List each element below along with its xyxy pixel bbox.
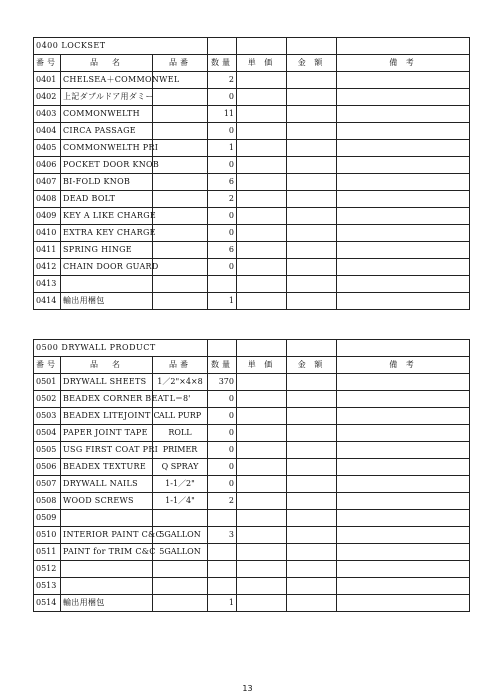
column-header-row	[34, 55, 470, 72]
item-quantity	[208, 544, 237, 561]
empty-cell	[208, 340, 237, 357]
item-unit-price	[237, 544, 287, 561]
item-unit-price	[237, 89, 287, 106]
item-remarks	[337, 476, 470, 493]
table-row	[34, 476, 470, 493]
drywall-table	[33, 339, 470, 612]
item-name	[61, 510, 153, 527]
item-part-number	[153, 595, 208, 612]
item-remarks	[337, 493, 470, 510]
item-remarks	[337, 72, 470, 89]
table-row	[34, 527, 470, 544]
empty-cell	[287, 340, 337, 357]
item-amount	[287, 408, 337, 425]
item-code: 0513	[34, 578, 61, 595]
item-quantity	[208, 276, 237, 293]
item-part-number: PRIMER	[153, 442, 208, 459]
item-unit-price	[237, 174, 287, 191]
item-code: 0509	[34, 510, 61, 527]
item-name: KEY A LIKE CHARGE	[61, 208, 153, 225]
item-quantity	[208, 510, 237, 527]
item-quantity: 0	[208, 123, 237, 140]
item-amount	[287, 527, 337, 544]
item-amount	[287, 459, 337, 476]
item-amount	[287, 578, 337, 595]
item-code: 0508	[34, 493, 61, 510]
item-unit-price	[237, 459, 287, 476]
column-header-qty: 数量	[208, 357, 237, 374]
item-amount	[287, 425, 337, 442]
item-unit-price	[237, 374, 287, 391]
item-code: 0403	[34, 106, 61, 123]
item-amount	[287, 476, 337, 493]
table-row	[34, 72, 470, 89]
item-amount	[287, 72, 337, 89]
item-name: COMMONWELTH PRI	[61, 140, 153, 157]
item-part-number: 1／2"×4×8	[153, 374, 208, 391]
item-remarks	[337, 174, 470, 191]
empty-cell	[237, 38, 287, 55]
table-row	[34, 442, 470, 459]
item-name	[61, 276, 153, 293]
item-name: BEADEX TEXTURE	[61, 459, 153, 476]
drywall-table-body	[34, 340, 470, 612]
item-unit-price	[237, 510, 287, 527]
item-amount	[287, 561, 337, 578]
item-remarks	[337, 157, 470, 174]
item-unit-price	[237, 595, 287, 612]
table-row	[34, 242, 470, 259]
item-part-number: ROLL	[153, 425, 208, 442]
item-unit-price	[237, 442, 287, 459]
column-header-name: 品 名	[61, 357, 153, 374]
item-amount	[287, 259, 337, 276]
column-header-part: 品番	[153, 357, 208, 374]
item-part-number	[153, 242, 208, 259]
item-quantity: 0	[208, 442, 237, 459]
item-code: 0406	[34, 157, 61, 174]
item-code: 0504	[34, 425, 61, 442]
item-amount	[287, 157, 337, 174]
item-part-number	[153, 561, 208, 578]
item-name: EXTRA KEY CHARGE	[61, 225, 153, 242]
item-unit-price	[237, 561, 287, 578]
table-row	[34, 276, 470, 293]
section-title: 0500 DRYWALL PRODUCT	[34, 340, 208, 357]
table-row	[34, 106, 470, 123]
column-header-amount: 金 額	[287, 357, 337, 374]
item-name: 輸出用梱包	[61, 293, 153, 310]
item-code: 0505	[34, 442, 61, 459]
page-number: 13	[242, 684, 253, 693]
item-quantity: 6	[208, 174, 237, 191]
item-quantity: 370	[208, 374, 237, 391]
item-remarks	[337, 106, 470, 123]
item-amount	[287, 191, 337, 208]
item-code: 0408	[34, 191, 61, 208]
item-part-number	[153, 208, 208, 225]
item-remarks	[337, 374, 470, 391]
item-remarks	[337, 259, 470, 276]
column-header-remarks: 備 考	[337, 357, 470, 374]
item-name	[61, 578, 153, 595]
item-amount	[287, 510, 337, 527]
item-name: CIRCA PASSAGE	[61, 123, 153, 140]
item-quantity: 0	[208, 89, 237, 106]
item-part-number: 5GALLON	[153, 544, 208, 561]
item-quantity	[208, 578, 237, 595]
table-row	[34, 561, 470, 578]
table-row	[34, 510, 470, 527]
item-remarks	[337, 225, 470, 242]
table-row	[34, 391, 470, 408]
item-part-number	[153, 259, 208, 276]
column-header-code: 番号	[34, 55, 61, 72]
item-unit-price	[237, 140, 287, 157]
item-code: 0407	[34, 174, 61, 191]
item-part-number: L＝8'	[153, 391, 208, 408]
item-remarks	[337, 293, 470, 310]
item-unit-price	[237, 391, 287, 408]
item-name	[61, 561, 153, 578]
table-row	[34, 123, 470, 140]
item-amount	[287, 544, 337, 561]
item-name: SPRING HINGE	[61, 242, 153, 259]
lockset-table	[33, 37, 470, 310]
column-header-code: 番号	[34, 357, 61, 374]
item-part-number: Q SPRAY	[153, 459, 208, 476]
item-unit-price	[237, 493, 287, 510]
item-code: 0502	[34, 391, 61, 408]
item-name: 輸出用梱包	[61, 595, 153, 612]
item-amount	[287, 493, 337, 510]
item-remarks	[337, 442, 470, 459]
item-code: 0501	[34, 374, 61, 391]
item-code: 0510	[34, 527, 61, 544]
table-row	[34, 595, 470, 612]
item-part-number	[153, 89, 208, 106]
item-name: WOOD SCREWS	[61, 493, 153, 510]
item-remarks	[337, 391, 470, 408]
item-quantity: 0	[208, 408, 237, 425]
table-row	[34, 408, 470, 425]
item-part-number: ALL PURP	[153, 408, 208, 425]
item-unit-price	[237, 106, 287, 123]
item-code: 0402	[34, 89, 61, 106]
item-part-number	[153, 106, 208, 123]
item-amount	[287, 442, 337, 459]
item-quantity: 0	[208, 391, 237, 408]
item-remarks	[337, 191, 470, 208]
item-code: 0404	[34, 123, 61, 140]
column-header-unit-price: 単 価	[237, 55, 287, 72]
item-remarks	[337, 459, 470, 476]
item-part-number: 1-1／2"	[153, 476, 208, 493]
item-remarks	[337, 408, 470, 425]
item-remarks	[337, 595, 470, 612]
empty-cell	[208, 38, 237, 55]
table-row	[34, 493, 470, 510]
empty-cell	[337, 38, 470, 55]
table-row	[34, 225, 470, 242]
item-unit-price	[237, 425, 287, 442]
empty-cell	[287, 38, 337, 55]
item-name: COMMONWELTH	[61, 106, 153, 123]
item-remarks	[337, 208, 470, 225]
item-remarks	[337, 242, 470, 259]
item-quantity	[208, 561, 237, 578]
item-amount	[287, 276, 337, 293]
empty-cell	[337, 340, 470, 357]
item-amount	[287, 89, 337, 106]
item-name: BEADEX LITEJOINT C	[61, 408, 153, 425]
column-header-remarks: 備 考	[337, 55, 470, 72]
item-quantity: 0	[208, 259, 237, 276]
item-remarks	[337, 425, 470, 442]
item-name: PAPER JOINT TAPE	[61, 425, 153, 442]
table-row	[34, 374, 470, 391]
item-part-number	[153, 225, 208, 242]
item-part-number	[153, 293, 208, 310]
item-quantity: 0	[208, 208, 237, 225]
item-remarks	[337, 510, 470, 527]
item-name: USG FIRST COAT PRI	[61, 442, 153, 459]
item-remarks	[337, 140, 470, 157]
item-name: DRYWALL NAILS	[61, 476, 153, 493]
item-quantity: 2	[208, 72, 237, 89]
item-name: CHAIN DOOR GUARD	[61, 259, 153, 276]
item-quantity: 0	[208, 225, 237, 242]
item-unit-price	[237, 123, 287, 140]
item-remarks	[337, 561, 470, 578]
item-quantity: 3	[208, 527, 237, 544]
item-quantity: 0	[208, 476, 237, 493]
item-part-number	[153, 276, 208, 293]
item-code: 0413	[34, 276, 61, 293]
item-amount	[287, 106, 337, 123]
item-part-number	[153, 174, 208, 191]
item-part-number	[153, 157, 208, 174]
item-remarks	[337, 89, 470, 106]
item-code: 0411	[34, 242, 61, 259]
item-code: 0512	[34, 561, 61, 578]
item-amount	[287, 225, 337, 242]
table-row	[34, 89, 470, 106]
item-unit-price	[237, 225, 287, 242]
item-amount	[287, 374, 337, 391]
table-row	[34, 459, 470, 476]
empty-cell	[237, 340, 287, 357]
column-header-amount: 金 額	[287, 55, 337, 72]
item-name: DEAD BOLT	[61, 191, 153, 208]
item-unit-price	[237, 242, 287, 259]
item-unit-price	[237, 408, 287, 425]
item-code: 0401	[34, 72, 61, 89]
item-name: POCKET DOOR KNOB	[61, 157, 153, 174]
item-unit-price	[237, 476, 287, 493]
item-amount	[287, 123, 337, 140]
item-part-number	[153, 578, 208, 595]
item-name: 上記ダブルドア用ダミー	[61, 89, 153, 106]
table-row	[34, 191, 470, 208]
table-row	[34, 140, 470, 157]
item-remarks	[337, 276, 470, 293]
item-part-number: 1-1／4"	[153, 493, 208, 510]
item-code: 0503	[34, 408, 61, 425]
item-name: PAINT for TRIM C&C	[61, 544, 153, 561]
column-header-row	[34, 357, 470, 374]
item-code: 0506	[34, 459, 61, 476]
item-part-number: 5GALLON	[153, 527, 208, 544]
section-title-row	[34, 340, 470, 357]
item-remarks	[337, 123, 470, 140]
column-header-qty: 数量	[208, 55, 237, 72]
item-code: 0410	[34, 225, 61, 242]
item-amount	[287, 293, 337, 310]
item-unit-price	[237, 259, 287, 276]
item-quantity: 1	[208, 140, 237, 157]
table-row	[34, 293, 470, 310]
item-quantity: 1	[208, 595, 237, 612]
item-code: 0514	[34, 595, 61, 612]
item-unit-price	[237, 72, 287, 89]
table-row	[34, 174, 470, 191]
item-part-number	[153, 140, 208, 157]
item-amount	[287, 140, 337, 157]
table-row	[34, 425, 470, 442]
item-code: 0414	[34, 293, 61, 310]
column-header-name: 品 名	[61, 55, 153, 72]
item-quantity: 6	[208, 242, 237, 259]
item-quantity: 2	[208, 191, 237, 208]
item-amount	[287, 208, 337, 225]
item-quantity: 0	[208, 425, 237, 442]
item-remarks	[337, 527, 470, 544]
item-remarks	[337, 578, 470, 595]
item-name: DRYWALL SHEETS	[61, 374, 153, 391]
item-unit-price	[237, 191, 287, 208]
item-amount	[287, 242, 337, 259]
item-amount	[287, 595, 337, 612]
item-amount	[287, 391, 337, 408]
column-header-part: 品番	[153, 55, 208, 72]
item-part-number	[153, 510, 208, 527]
item-unit-price	[237, 578, 287, 595]
table-row	[34, 259, 470, 276]
item-name: CHELSEA＋COMMONWEL	[61, 72, 153, 89]
item-quantity: 11	[208, 106, 237, 123]
item-unit-price	[237, 527, 287, 544]
section-title-row	[34, 38, 470, 55]
item-quantity: 1	[208, 293, 237, 310]
table-row	[34, 544, 470, 561]
item-part-number	[153, 191, 208, 208]
item-name: BEADEX CORNER BEAT	[61, 391, 153, 408]
table-row	[34, 578, 470, 595]
item-amount	[287, 174, 337, 191]
item-unit-price	[237, 293, 287, 310]
item-code: 0405	[34, 140, 61, 157]
item-unit-price	[237, 157, 287, 174]
item-code: 0507	[34, 476, 61, 493]
item-name: BI-FOLD KNOB	[61, 174, 153, 191]
table-row	[34, 157, 470, 174]
section-title: 0400 LOCKSET	[34, 38, 208, 55]
item-part-number	[153, 123, 208, 140]
item-remarks	[337, 544, 470, 561]
item-quantity: 0	[208, 459, 237, 476]
item-unit-price	[237, 208, 287, 225]
item-code: 0409	[34, 208, 61, 225]
column-header-unit-price: 単 価	[237, 357, 287, 374]
item-quantity: 2	[208, 493, 237, 510]
lockset-table-body	[34, 38, 470, 310]
item-quantity: 0	[208, 157, 237, 174]
item-name: INTERIOR PAINT C&C	[61, 527, 153, 544]
table-row	[34, 208, 470, 225]
item-code: 0511	[34, 544, 61, 561]
item-code: 0412	[34, 259, 61, 276]
item-unit-price	[237, 276, 287, 293]
